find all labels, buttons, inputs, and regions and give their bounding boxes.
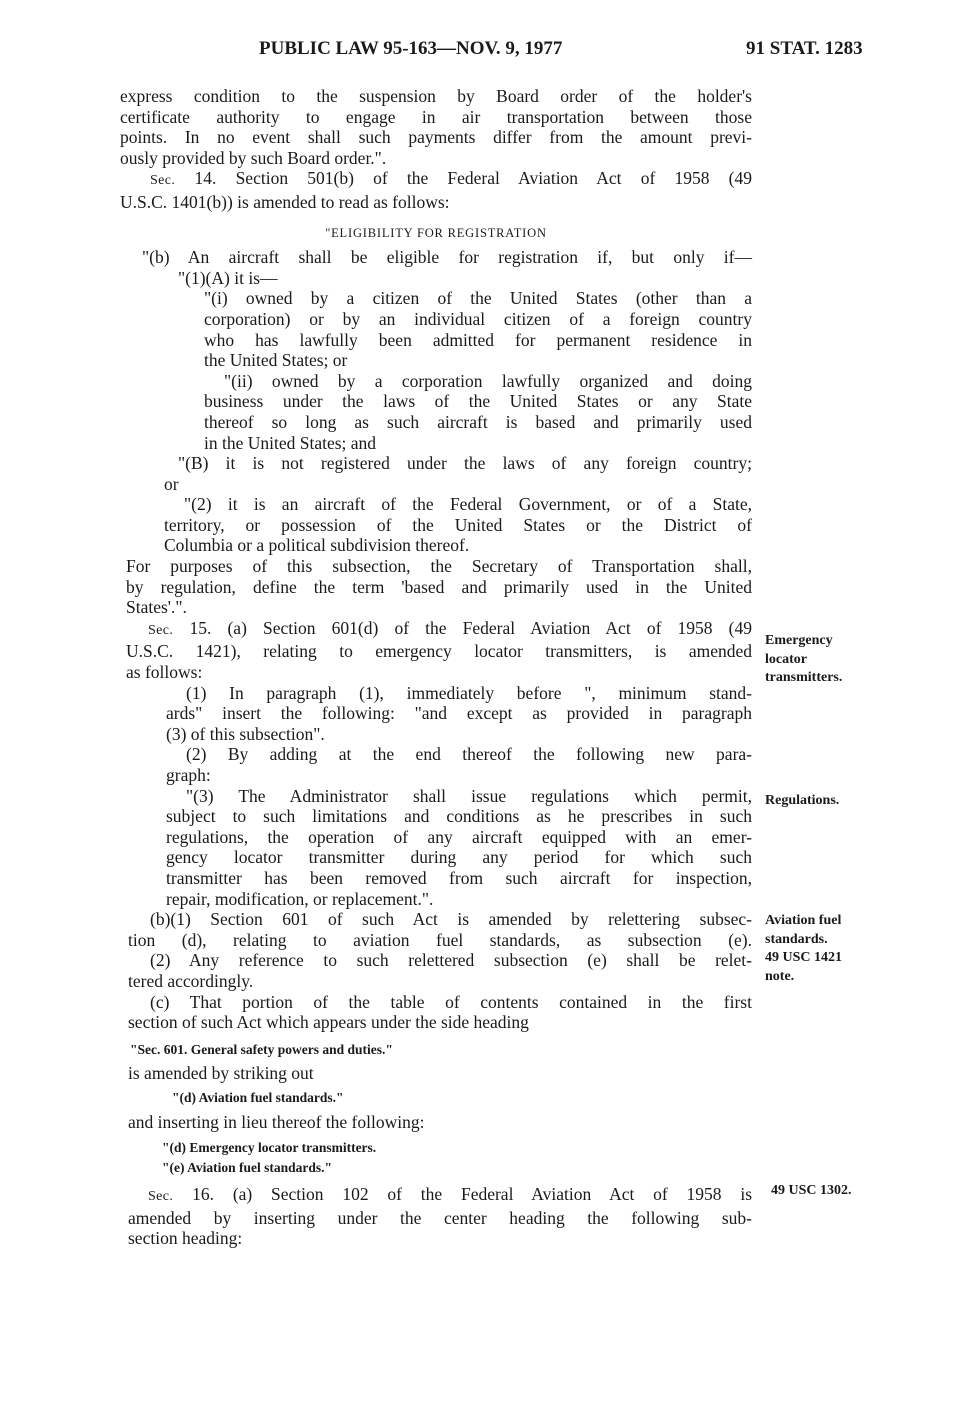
text-line: (2) Any reference to such relettered subsection (e) shall be relet- (150, 950, 752, 971)
text-line: express condition to the suspension by Board order of the holder's (120, 86, 752, 106)
page-header-stat: 91 STAT. 1283 (746, 38, 863, 59)
text-line: points. In no event shall such payments differ from the amount previ- (120, 127, 752, 148)
text-line: territory, or possession of the United States or the District of (164, 514, 752, 535)
text-line: 15. (a) Section 601(d) of the Federal Aviation Act of 1958 (49 (173, 617, 752, 638)
text-line: regulations, the operation of any aircraft equipped with an emer- (166, 826, 752, 847)
text-line: as follows: (126, 662, 203, 683)
text-line: the United States; or (204, 350, 348, 371)
quoted-table-entry: "Sec. 601. General safety powers and duties." (130, 1041, 393, 1057)
text-line: "(3) The Administrator shall issue regulations which permit, (186, 785, 752, 806)
text-line: repair, modification, or replacement.". (166, 888, 434, 909)
sidenote-emergency-locator: Emergency locator transmitters. (765, 633, 843, 685)
text-line: (b)(1) Section 601 of such Act is amended by relettering subsec- (150, 909, 752, 930)
text-line: transmitter has been removed from such aircraft for inspection, (166, 867, 752, 888)
eligibility-heading: "ELIGIBILITY FOR REGISTRATION (325, 225, 547, 240)
text-line: Columbia or a political subdivision thereof. (164, 535, 470, 556)
text-line: certificate authority to engage in air transportation between those (120, 106, 752, 127)
text-line: (2) By adding at the end thereof the following new para- (186, 744, 752, 765)
text-line: corporation) or by an individual citizen of a foreign country (204, 308, 752, 329)
section-label: Sec. (148, 622, 174, 638)
section-14-line (120, 168, 752, 192)
text-line: or (164, 473, 179, 494)
text-line: who has lawfully been admitted for permanent residence in (204, 329, 752, 350)
text-line: U.S.C. 1421), relating to emergency locator transmitters, is amended (126, 641, 752, 662)
text-line: (c) That portion of the table of contents contained in the first (150, 991, 752, 1012)
text-line: "(1)(A) it is— (178, 267, 278, 288)
text-line: thereof so long as such aircraft is based and primarily used (204, 411, 752, 432)
text-line: gency locator transmitter during any period for which such (166, 847, 752, 868)
text-line: ards" insert the following: "and except as provided in paragraph (166, 703, 752, 724)
text-line: subject to such limitations and conditions as he prescribes in such (166, 806, 752, 827)
sidenote-49-usc-1302: 49 USC 1302. (771, 1183, 852, 1198)
sidenote-regulations: Regulations. (765, 793, 840, 808)
text-line: business under the laws of the United States or any State (204, 391, 752, 412)
sidenote-aviation-fuel: Aviation fuel standards. 49 USC 1421 note. (765, 913, 843, 984)
text-line: For purposes of this subsection, the Secretary of Transportation shall, (126, 556, 752, 577)
text-line: 14. Section 501(b) of the Federal Aviation Act of 1958 (49 (175, 168, 752, 189)
text-line: "(B) it is not registered under the laws of any foreign country; (178, 453, 752, 474)
quoted-table-entry: "(d) Emergency locator transmitters. (162, 1139, 377, 1155)
text-line: by regulation, define the term 'based and primarily used in the United (126, 576, 752, 597)
text-line: is amended by striking out (128, 1062, 314, 1083)
text-line: (1) In paragraph (1), immediately before ", minimum stand- (186, 682, 752, 703)
text-line: 16. (a) Section 102 of the Federal Aviation Act of 1958 is (173, 1183, 752, 1204)
text-line: tion (d), relating to aviation fuel standards, as subsection (e). (128, 929, 752, 950)
text-line: ously provided by such Board order.". (120, 147, 387, 168)
section-label: Sec. (150, 173, 176, 189)
text-line: amended by inserting under the center heading the following sub- (128, 1207, 752, 1228)
quoted-table-entry: "(e) Aviation fuel standards." (162, 1159, 332, 1175)
text-line: "(i) owned by a citizen of the United States (other than a (204, 288, 752, 309)
text-line: "(b) An aircraft shall be eligible for registration if, but only if— (142, 247, 752, 268)
text-line: and inserting in lieu thereof the following: (128, 1112, 425, 1133)
text-line: States'.". (126, 597, 187, 618)
text-line: U.S.C. 1401(b)) is amended to read as follows: (120, 191, 450, 212)
section-label: Sec. (148, 1188, 174, 1204)
text-line: section of such Act which appears under the side heading (128, 1012, 529, 1033)
text-line: tered accordingly. (128, 970, 254, 991)
page-header-title: PUBLIC LAW 95-163—NOV. 9, 1977 (259, 38, 563, 59)
section-15-line (120, 618, 752, 642)
main-text-column (120, 86, 752, 1249)
text-line: "(2) it is an aircraft of the Federal Government, or of a State, (184, 494, 752, 515)
text-line: section heading: (128, 1228, 243, 1249)
text-line: (3) of this subsection". (166, 723, 325, 744)
text-line: graph: (166, 765, 211, 785)
text-line: "(ii) owned by a corporation lawfully organized and doing (224, 370, 752, 391)
section-16-line (120, 1184, 752, 1208)
quoted-table-entry: "(d) Aviation fuel standards." (172, 1090, 344, 1106)
text-line: in the United States; and (204, 432, 377, 453)
